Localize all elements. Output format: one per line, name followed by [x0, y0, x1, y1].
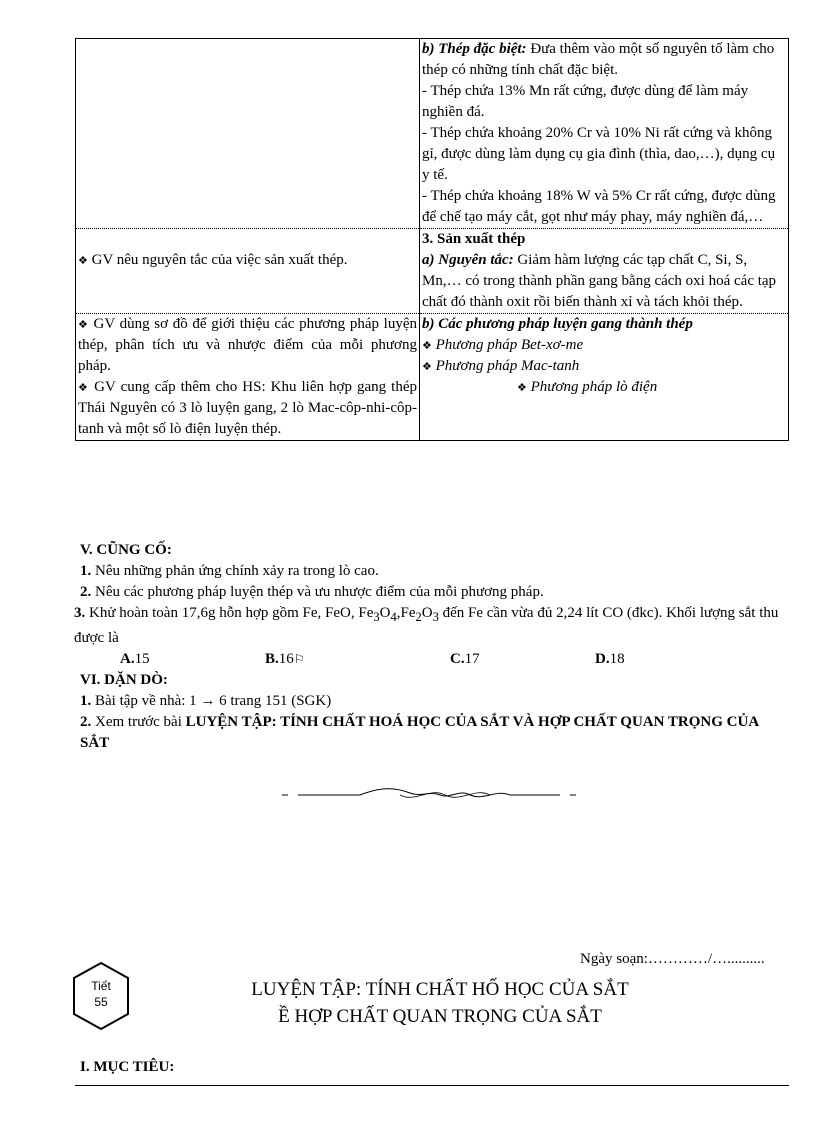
content-cell: b) Các phương pháp luyện gang thành thép ❖ Phương pháp Bet-xơ-me ❖ Phương pháp Mac-tanh ❖ Phương pháp lò điện — [420, 314, 789, 441]
special-steel-heading: b) Thép đặc biệt: — [422, 41, 527, 57]
diamond-bullet-icon: ❖ — [422, 339, 432, 352]
review-question: Nêu các phương pháp luyện thép và ưu nhược điểm của mỗi phương pháp. — [91, 584, 544, 600]
review-section: V. CŨNG CỐ: 1. Nêu những phản ứng chính xảy ra trong lò cao. 2. Nêu các phương pháp luyện thép và ưu nhược điểm của mỗi phương pháp. 3. Khử hoàn toàn 17,6g hỗn hợp gồm Fe, FeO, $Fe_3O_4,Fe_2O_3$ đến Fe cần vừa đủ 2,24 lít CO (đkc). Khối lượng sắt thu được là A.15 B.16⚐ C.17 D.18 VI. DẶN DÒ: 1. Bài tập về nhà: 1 → 6 trang 151 (SGK) 2. Xem trước bài LUYỆN TẬP: TÍNH CHẤT HOÁ HỌC CỦA SẮT VÀ HỢP CHẤT QUAN TRỌNG CỦA SẮT — [80, 540, 790, 754]
flag-icon: ⚐ — [293, 652, 305, 666]
principle-heading: a) Nguyên tắc: — [422, 252, 514, 268]
list-item: - Thép chứa khoảng 18% W và 5% Cr rất cứng, được dùng để chế tạo máy cắt, gọt như máy phay, máy nghiền đá,… — [422, 188, 776, 225]
content-cell: b) Thép đặc biệt: Đưa thêm vào một số nguyên tố làm cho thép có những tính chất đặc biệt. - Thép chứa 13% Mn rất cứng, được dùng để làm máy nghiền đá. - Thép chứa khoảng 20% Cr và 10% Ni rất cứng và không gỉ, được dùng làm dụng cụ gia đình (thìa, dao,…), dụng cụ y tế. - Thép chứa khoảng 18% W và 5% Cr rất cứng, được dùng để chế tạo máy cắt, gọt như máy phay, máy nghiền đá,… — [420, 39, 789, 229]
next-lesson-name: LUYỆN TẬP: TÍNH CHẤT HOÁ HỌC CỦA SẮT VÀ HỢP CHẤT QUAN TRỌNG CỦA SẮT — [80, 714, 759, 751]
methods-heading: b) Các phương pháp luyện gang thành thép — [422, 316, 693, 332]
homework-heading: VI. DẶN DÒ: — [80, 672, 168, 688]
diamond-bullet-icon: ❖ — [517, 381, 527, 394]
prep-date: Ngày soạn:…………/….......... — [580, 951, 765, 967]
answer-option: C.17 — [450, 651, 480, 667]
answer-options — [80, 649, 790, 670]
teacher-activity-cell: ❖ GV dùng sơ đồ để giới thiệu các phương pháp luyện thép, phân tích ưu và nhược điểm của mỗi phương pháp. ❖ GV cung cấp thêm cho HS: Khu liên hợp gang thép Thái Nguyên có 3 lò luyện gang, 2 lò Mac-côp-nhi-côp-tanh và một số lò điện luyện thép. — [76, 314, 420, 441]
diamond-bullet-icon: ❖ — [422, 360, 432, 373]
teacher-activity-cell — [76, 39, 420, 229]
review-question: Nêu những phản ứng chính xảy ra trong lò cao. — [91, 563, 379, 579]
table-row — [76, 314, 789, 441]
ornament-divider — [280, 785, 580, 805]
table-row — [76, 39, 789, 229]
lesson-number: Tiết 55 — [91, 979, 111, 1009]
list-item: - Thép chứa 13% Mn rất cứng, được dùng để làm máy nghiền đá. — [422, 83, 749, 120]
diamond-bullet-icon: ❖ — [78, 318, 89, 331]
diamond-bullet-icon: ❖ — [78, 254, 88, 267]
next-lesson-title: LUYỆN TẬP: TÍNH CHẤT HỐ HỌC CỦA SẮT Ề HỢP CHẤT QUAN TRỌNG CỦA SẮT — [251, 979, 629, 1027]
answer-option: B.16⚐ — [265, 649, 450, 670]
review-heading: V. CŨNG CỐ: — [80, 542, 172, 558]
diamond-bullet-icon: ❖ — [78, 381, 90, 394]
content-cell: 3. Sản xuất thép a) Nguyên tắc: Giảm hàm lượng các tạp chất C, Si, S, Mn,… có trong thành phần gang bằng cách oxi hoá các tạp chất đó thành oxit rồi biến thành xỉ và tách khỏi thép. — [420, 229, 789, 314]
lesson-table — [75, 39, 789, 441]
section-heading: 3. Sản xuất thép — [422, 231, 526, 247]
answer-option: A.15 — [120, 651, 150, 667]
answer-option: D.18 — [595, 651, 625, 667]
bottom-rule — [75, 1085, 789, 1086]
list-item: - Thép chứa khoảng 20% Cr và 10% Ni rất cứng và không gỉ, được dùng làm dụng cụ gia đình (thìa, dao,…), dụng cụ y tế. — [422, 125, 776, 183]
homework-item: Bài tập về nhà: 1 → 6 trang 151 (SGK) — [91, 693, 332, 709]
teacher-activity-cell: ❖ GV nêu nguyên tắc của việc sản xuất thép. — [76, 229, 420, 314]
objectives-heading: I. MỤC TIÊU: — [80, 1059, 175, 1075]
table-row — [76, 229, 789, 314]
